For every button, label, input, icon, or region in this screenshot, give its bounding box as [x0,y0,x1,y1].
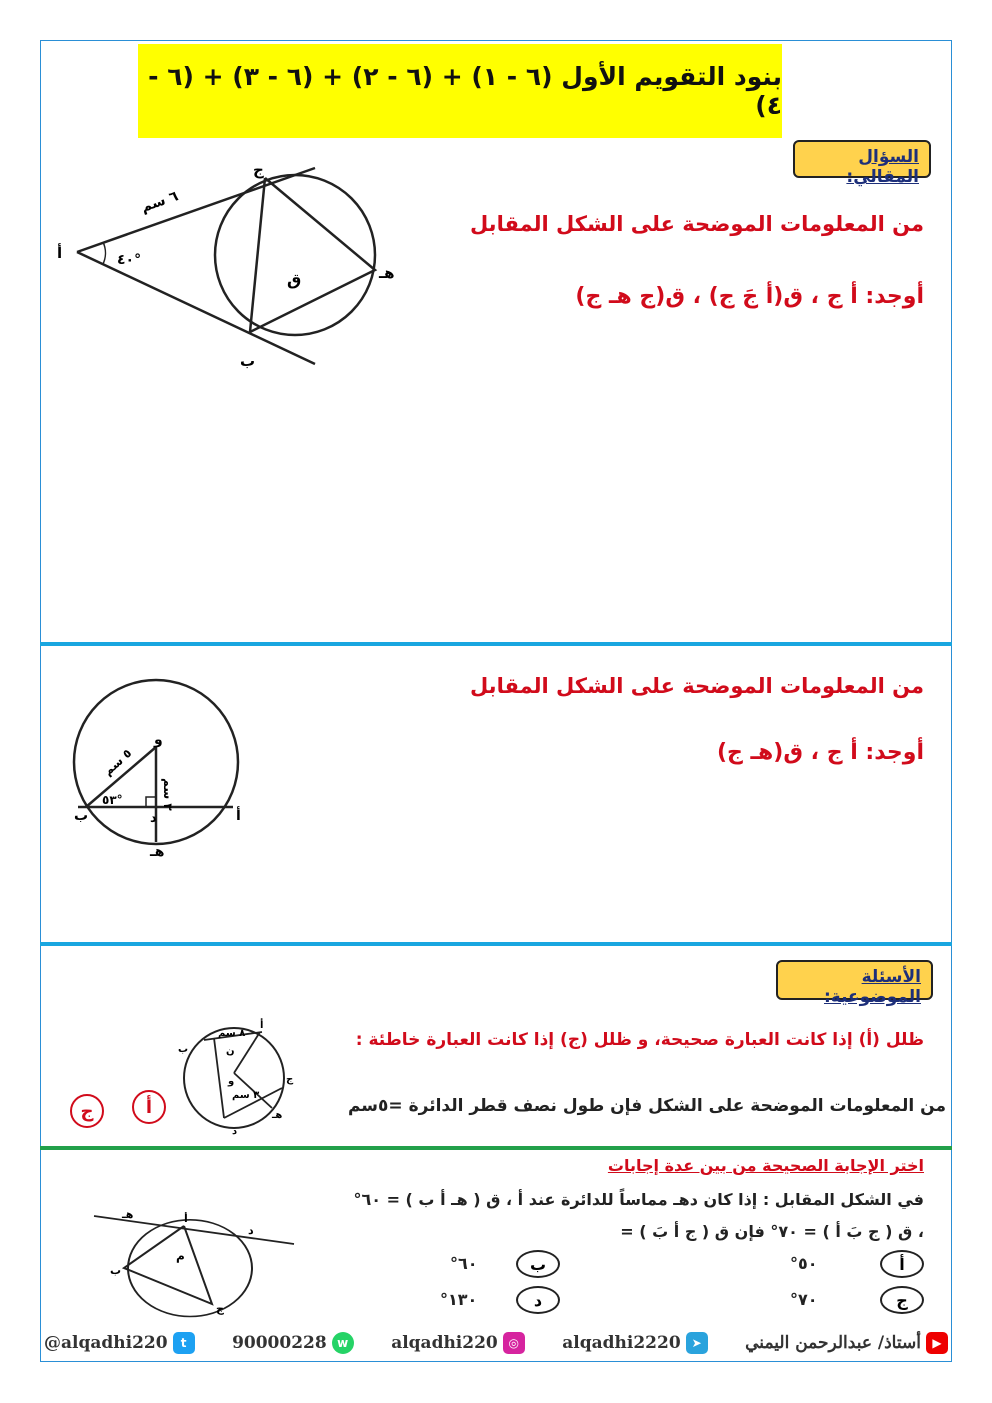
footer-twitter[interactable] [44,1332,195,1354]
essay-question-tag: السؤال المقالي: [793,140,931,178]
option-b-value: ٦٠° [450,1254,478,1273]
footer-instagram[interactable] [391,1332,525,1354]
option-a-circle[interactable]: أ [880,1250,924,1278]
footer-bar [44,1326,948,1360]
whatsapp-icon: w [332,1332,354,1354]
option-c-circle[interactable]: ج [880,1286,924,1314]
divider-1 [40,642,952,646]
teacher-name: أستاذ/ عبدالرحمن اليمني [745,1333,921,1353]
divider-2 [40,942,952,946]
fig4-label-b: ب [110,1264,122,1277]
section2-prompt: من المعلومات الموضحة على الشكل المقابل [469,674,924,698]
section3-instruction: ظلل (أ) إذا كانت العبارة صحيحة، و ظلل (ج) إذا كانت العبارة خاطئة : [355,1030,924,1050]
section4-title: اختر الإجابة الصحيحة من بين عدة إجابات [607,1156,924,1175]
option-a-value: ٥٠° [790,1254,818,1273]
header-banner [138,44,782,138]
youtube-icon: ▶ [926,1332,948,1354]
fig2-label-w: و [154,732,163,748]
section1-prompt: من المعلومات الموضحة على الشكل المقابل [469,212,924,236]
instagram-handle: alqadhi220 [391,1333,498,1353]
divider-3 [40,1146,952,1150]
fig1-label-h: هـ [379,264,395,282]
twitter-handle: @alqadhi220 [44,1333,168,1353]
header-title: بنود التقويم الأول (٦ - ١) + (٦ - ٢) + (٦ - ٣) + (٦ - ٤) [148,62,782,120]
telegram-icon: ➤ [686,1332,708,1354]
fig3-label-h: هـ [272,1110,283,1121]
section4-line2: ، ق ( ج بَ أ ) = ٧٠° فإن ق ( ج أ بَ ) = [620,1222,924,1241]
fig3-label-a: أ [260,1020,264,1031]
option-c-value: ٧٠° [790,1290,818,1309]
objective-questions-tag: الأسئلة الموضوعية: [776,960,933,1000]
fig1-label-j: ج [253,161,264,179]
answer-bubble-true[interactable]: أ [132,1090,166,1124]
fig2-len2: ٣ سم [161,778,175,811]
fig1-side-label: ٦ سم [139,188,181,216]
fig3-label-b: ب [178,1044,189,1055]
fig3-label-w: و [228,1076,235,1087]
fig3-label-j: ج [286,1074,294,1085]
footer-telegram[interactable] [562,1332,707,1354]
section2-figure [68,672,268,862]
section3-figure [172,1018,302,1136]
fig2-label-a: أ [236,808,241,824]
fig1-label-b: ب [240,352,256,370]
footer-teacher[interactable] [745,1332,948,1354]
section1-find: أوجد: أ ج ، ق(أ جَ ج) ، ق(ج هـ ج) [575,284,924,309]
fig2-label-b: ب [74,808,89,824]
fig4-label-m: م [176,1249,185,1263]
whatsapp-number: 90000228 [232,1333,327,1353]
fig2-label-d: د [150,811,157,826]
fig3-label-n: ن [226,1046,235,1057]
fig1-angle-label: ٤٠° [117,252,142,268]
option-b-circle[interactable]: ب [516,1250,560,1278]
footer-whatsapp[interactable] [232,1332,354,1354]
telegram-handle: alqadhi2220 [562,1333,681,1353]
section2-find: أوجد: أ ج ، ق(هـ ج) [716,740,924,765]
instagram-icon: ◎ [503,1332,525,1354]
fig3-len8: ٨ سم [218,1028,246,1039]
section4-line1: في الشكل المقابل : إذا كان دهـ مماساً للدائرة عند أ ، ق ( هـ أ ب ) = ٦٠° [353,1190,924,1209]
fig4-label-a: أ [184,1212,188,1225]
fig4-label-j: ج [216,1302,224,1315]
fig1-label-center: ق [287,270,302,289]
fig4-label-d: د [248,1224,254,1237]
fig2-len1: ٥ سم [100,745,135,779]
fig1-label-a: أ [57,244,63,262]
section3-statement: من المعلومات الموضحة على الشكل فإن طول نصف قطر الدائرة =٥سم [347,1096,946,1116]
fig2-label-h: هـ [150,844,165,860]
fig3-len3: ٣ سم [232,1090,260,1101]
option-d-value: ١٣٠° [440,1290,478,1309]
twitter-icon: t [173,1332,195,1354]
section4-figure [80,1212,300,1322]
fig3-label-d: د [232,1126,238,1136]
fig4-label-h: هـ [122,1212,134,1221]
answer-bubble-false[interactable]: ج [70,1094,104,1128]
option-d-circle[interactable]: د [516,1286,560,1314]
fig2-angle: ٥٣° [102,793,123,807]
section1-figure [55,160,405,375]
